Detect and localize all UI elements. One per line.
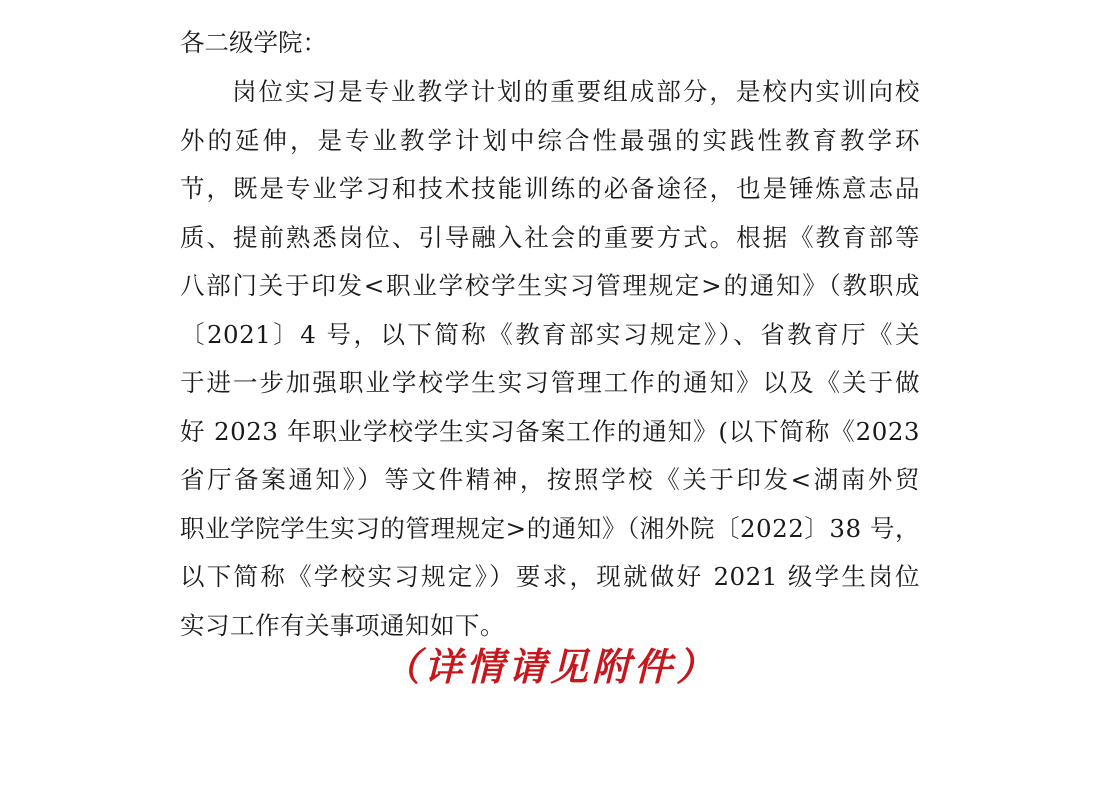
paragraph-line: 八部门关于印发<职业学校学生实习管理规定>的通知》（教职成 [180,271,920,300]
paragraph-line: 质、提前熟悉岗位、引导融入社会的重要方式。根据《教育部等 [180,222,920,252]
paragraph-line: 节，既是专业学习和技术技能训练的必备途径，也是锤炼意志品 [180,174,920,203]
paragraph-line: 〔2021〕4 号，以下简称《教育部实习规定》）、省教育厅《关 [180,319,920,349]
paragraph-line: 实习工作有关事项通知如下。 [180,610,505,640]
document-body [180,18,920,650]
salutation: 各二级学院： [180,28,327,57]
paragraph-line: 好 2023 年职业学校学生实习备案工作的通知》(以下简称《2023 [180,416,920,446]
paragraph-line: 省厅备案通知》）等文件精神，按照学校《关于印发<湖南外贸 [180,465,920,494]
paragraph-line: 以下简称《学校实习规定》）要求，现就做好 2021 级学生岗位 [180,562,920,591]
paragraph-line: 于进一步加强职业学校学生实习管理工作的通知》以及《关于做 [180,368,920,397]
paragraph-line: 岗位实习是专业教学计划的重要组成部分，是校内实训向校 [232,77,920,106]
attachment-note: （详情请见附件） [381,644,718,689]
paragraph-line: 职业学院学生实习的管理规定>的通知》（湘外院〔2022〕38 号， [180,513,920,543]
body-paragraph [180,68,920,650]
paragraph-line: 外的延伸，是专业教学计划中综合性最强的实践性教育教学环 [180,125,920,155]
